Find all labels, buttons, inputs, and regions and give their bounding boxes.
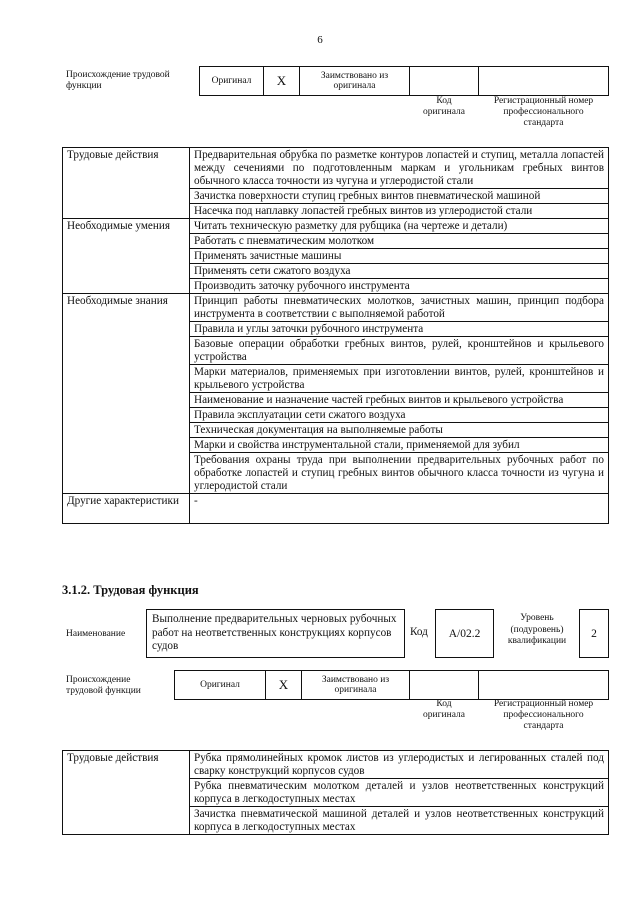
reg-caption: Регистрационный номер профессионального стандарта <box>493 96 594 128</box>
knowledge-item: Техническая документация на выполняемые работы <box>190 423 609 438</box>
labor-actions-label: Трудовые действия <box>63 751 190 835</box>
skill-item: Применять зачистные машины <box>190 249 609 264</box>
knowledge-label: Необходимые знания <box>63 294 190 494</box>
original-code-cell <box>409 670 479 700</box>
labor-action-item: Предварительная обрубка по разметке контуров лопастей и ступиц, металла лопастей между сечениями по подготовленным маркам и угольникам гребных винтов обычного класса точности из чугуна и углеродистой стали <box>190 148 609 189</box>
original-mark-cell: X <box>265 670 302 700</box>
skill-item: Производить заточку рубочного инструмента <box>190 279 609 294</box>
function-table-1 <box>62 147 609 524</box>
knowledge-item: Наименование и назначение частей гребных винтов и крыльевого устройства <box>190 393 609 408</box>
knowledge-item: Базовые операции обработки гребных винтов, рулей, кронштейнов и крыльевого устройства <box>190 337 609 365</box>
page-number: 6 <box>317 34 323 46</box>
labor-actions-label: Трудовые действия <box>63 148 190 219</box>
reg-caption: Регистрационный номер профессионального стандарта <box>493 699 594 731</box>
skill-item: Читать техническую разметку для рубщика (на чертеже и детали) <box>190 219 609 234</box>
name-label: Наименование <box>66 629 126 639</box>
code-caption: Код оригинала <box>423 699 465 720</box>
function-name-box: Выполнение предварительных черновых рубочных работ на неответственных конструкциях корпусов судов <box>146 609 405 658</box>
knowledge-item: Правила и углы заточки рубочного инструмента <box>190 322 609 337</box>
level-value-box: 2 <box>579 609 609 658</box>
level-label: Уровень (подуровень) квалификации <box>507 613 567 646</box>
labor-action-item: Рубка пневматическим молотком деталей и узлов неответственных конструкций корпуса в легкодоступных местах <box>190 779 609 807</box>
skill-item: Работать с пневматическим молотком <box>190 234 609 249</box>
labor-action-item: Рубка прямолинейных кромок листов из углеродистых и легированных сталей под сварку конструкций корпусов судов <box>190 751 609 779</box>
original-mark-cell: X <box>263 66 300 96</box>
labor-action-item: Насечка под наплавку лопастей гребных винтов из углеродистой стали <box>190 204 609 219</box>
original-code-cell <box>409 66 479 96</box>
knowledge-item: Правила эксплуатации сети сжатого воздуха <box>190 408 609 423</box>
borrowed-cell: Заимствовано из оригинала <box>301 670 410 700</box>
knowledge-item: Принцип работы пневматических молотков, зачистных машин, принцип подбора инструмента в соответствии с выполняемой работой <box>190 294 609 322</box>
origin-label: Происхождение трудовой функции <box>66 675 141 696</box>
origin-label: Происхождение трудовой функции <box>66 70 170 91</box>
section-title: 3.1.2. Трудовая функция <box>62 583 199 597</box>
knowledge-item: Требования охраны труда при выполнении предварительных рубочных работ по обработке лопастей и ступиц гребных винтов обычного класса точности из чугуна и углеродистой стали <box>190 453 609 494</box>
skills-label: Необходимые умения <box>63 219 190 294</box>
borrowed-cell: Заимствовано из оригинала <box>299 66 410 96</box>
original-cell: Оригинал <box>199 66 264 96</box>
other-value: - <box>190 494 609 524</box>
labor-action-item: Зачистка пневматической машиной деталей и узлов неответственных конструкций корпуса в легкодоступных местах <box>190 807 609 835</box>
code-label: Код <box>410 626 428 638</box>
skill-item: Применять сети сжатого воздуха <box>190 264 609 279</box>
reg-number-cell <box>478 670 609 700</box>
code-caption: Код оригинала <box>423 96 465 117</box>
knowledge-item: Марки и свойства инструментальной стали, применяемой для зубил <box>190 438 609 453</box>
knowledge-item: Марки материалов, применяемых при изготовлении винтов, рулей, кронштейнов и крыльевого устройства <box>190 365 609 393</box>
other-label: Другие характеристики <box>63 494 190 524</box>
function-code-box: A/02.2 <box>435 609 494 658</box>
labor-action-item: Зачистка поверхности ступиц гребных винтов пневматической машиной <box>190 189 609 204</box>
original-cell: Оригинал <box>174 670 266 700</box>
reg-number-cell <box>478 66 609 96</box>
function-table-2 <box>62 750 609 835</box>
